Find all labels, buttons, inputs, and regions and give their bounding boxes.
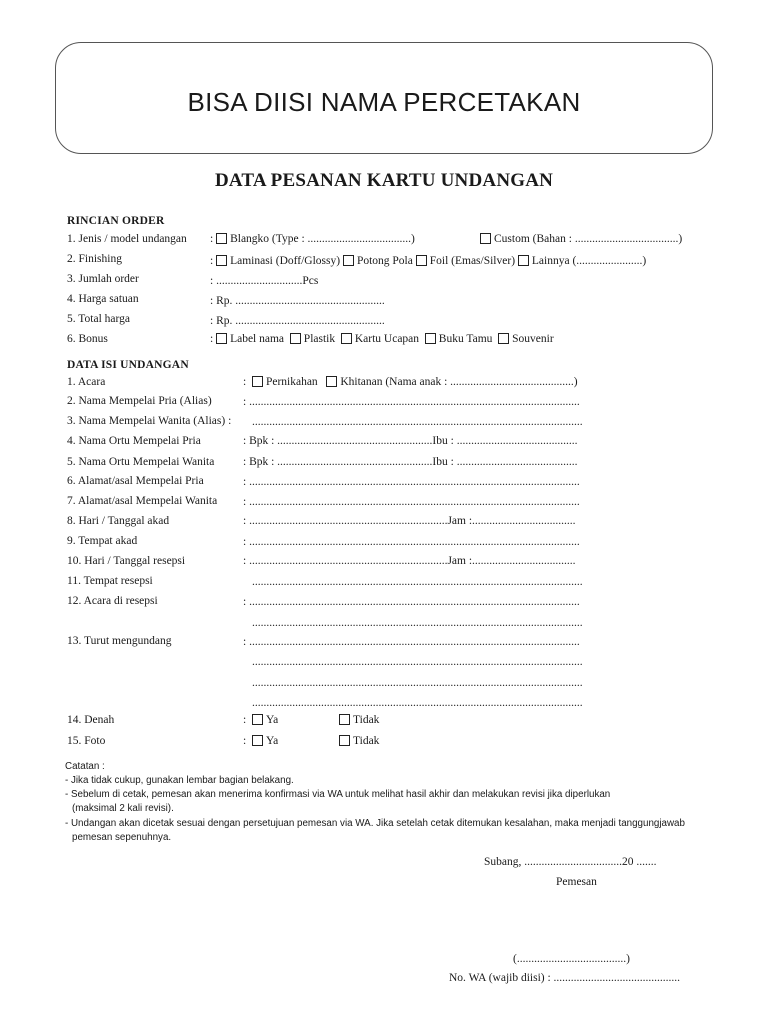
value-alamat-wanita[interactable]: : ................................................................................................................... (243, 496, 580, 508)
option-laminasi: Laminasi (Doff/Glossy) (230, 255, 341, 267)
header-box (55, 42, 713, 154)
row-acara (243, 376, 578, 388)
label-mempelai-wanita: 3. Nama Mempelai Wanita (Alias) : (67, 415, 232, 427)
checkbox-plastik[interactable] (290, 333, 301, 344)
value-harga-satuan[interactable]: : Rp. .................................................... (210, 295, 385, 307)
option-souvenir: Souvenir (512, 333, 554, 345)
value-alamat-pria[interactable]: : ................................................................................................................... (243, 476, 580, 488)
label-bonus: 6. Bonus (67, 333, 108, 345)
label-foto: 15. Foto (67, 735, 106, 747)
label-ortu-wanita: 5. Nama Ortu Mempelai Wanita (67, 456, 215, 468)
option-denah-tidak: Tidak (353, 714, 380, 726)
separator: : (210, 255, 214, 267)
row-jenis-custom (480, 233, 682, 245)
value-turut-line4[interactable]: ................................................................................................................... (252, 697, 583, 709)
label-acara-resepsi: 12. Acara di resepsi (67, 595, 158, 607)
checkbox-custom[interactable] (480, 233, 491, 244)
label-denah: 14. Denah (67, 714, 115, 726)
label-alamat-wanita: 7. Alamat/asal Mempelai Wanita (67, 495, 218, 507)
label-mempelai-pria: 2. Nama Mempelai Pria (Alias) (67, 395, 212, 407)
value-acara-resepsi[interactable]: : ................................................................................................................... (243, 596, 580, 608)
option-plastik: Plastik (303, 333, 336, 345)
option-kartu-ucapan: Kartu Ucapan (354, 333, 420, 345)
row-bonus (210, 333, 554, 345)
printer-name-placeholder: BISA DIISI NAMA PERCETAKAN (187, 87, 581, 117)
label-jumlah: 3. Jumlah order (67, 273, 139, 285)
row-denah-tidak (339, 714, 379, 726)
option-khitanan: Khitanan (Nama anak : ...........................................) (340, 376, 578, 388)
checkbox-foto-ya[interactable] (252, 735, 263, 746)
checkbox-laminasi[interactable] (216, 255, 227, 266)
label-turut-mengundang: 13. Turut mengundang (67, 635, 172, 647)
note-line-1: - Jika tidak cukup, gunakan lembar bagian belakang. (65, 775, 294, 786)
checkbox-souvenir[interactable] (498, 333, 509, 344)
checkbox-khitanan[interactable] (326, 376, 337, 387)
label-tempat-akad: 9. Tempat akad (67, 535, 138, 547)
option-label-nama: Label nama (230, 333, 285, 345)
value-acara-resepsi-line2[interactable]: ................................................................................................................... (252, 617, 583, 629)
label-tempat-resepsi: 11. Tempat resepsi (67, 575, 153, 587)
label-total-harga: 5. Total harga (67, 313, 130, 325)
value-mempelai-wanita[interactable]: ................................................................................................................... (252, 416, 583, 428)
option-foil: Foil (Emas/Silver) (429, 255, 516, 267)
label-acara: 1. Acara (67, 376, 106, 388)
section-title-order: RINCIAN ORDER (67, 215, 165, 227)
label-alamat-pria: 6. Alamat/asal Mempelai Pria (67, 475, 204, 487)
signature-name-line[interactable]: (......................................) (513, 953, 630, 965)
notes-title: Catatan : (65, 761, 105, 772)
option-custom: Custom (Bahan : ....................................) (494, 233, 683, 245)
section-title-isi: DATA ISI UNDANGAN (67, 359, 189, 371)
note-line-2: - Sebelum di cetak, pemesan akan menerima konfirmasi via WA untuk melihat hasil akhir dan melakukan revisi jika diperlukan (65, 789, 611, 800)
option-denah-ya: Ya (265, 714, 279, 726)
separator: : (243, 735, 247, 747)
checkbox-potong-pola[interactable] (343, 255, 354, 266)
document-title: DATA PESANAN KARTU UNDANGAN (214, 170, 554, 191)
option-foto-tidak: Tidak (353, 735, 380, 747)
note-line-5: pemesan sepenuhnya. (72, 832, 172, 843)
label-jenis: 1. Jenis / model undangan (67, 233, 187, 245)
row-finishing (210, 255, 646, 267)
checkbox-foil[interactable] (416, 255, 427, 266)
label-harga-satuan: 4. Harga satuan (67, 293, 139, 305)
label-finishing: 2. Finishing (67, 253, 122, 265)
value-mempelai-pria[interactable]: : ................................................................................................................... (243, 396, 580, 408)
option-buku-tamu: Buku Tamu (438, 333, 493, 345)
row-foto (243, 735, 278, 747)
value-tempat-resepsi[interactable]: ................................................................................................................... (252, 576, 583, 588)
checkbox-denah-ya[interactable] (252, 714, 263, 725)
separator: : (210, 233, 214, 245)
option-lainnya: Lainnya (.......................) (531, 255, 647, 267)
note-line-3: (maksimal 2 kali revisi). (72, 803, 174, 814)
note-line-4: - Undangan akan dicetak sesuai dengan persetujuan pemesan via WA. Jika setelah cetak ditemukan kesalahan, maka menjadi tanggungjawab (65, 818, 685, 829)
value-ortu-pria[interactable]: : Bpk : ......................................................Ibu : .......................................... (243, 435, 578, 447)
checkbox-label-nama[interactable] (216, 333, 227, 344)
checkbox-denah-tidak[interactable] (339, 714, 350, 725)
place-date[interactable]: Subang, ..................................20 ....... (484, 856, 657, 868)
checkbox-kartu-ucapan[interactable] (341, 333, 352, 344)
label-hari-resepsi: 10. Hari / Tanggal resepsi (67, 555, 186, 567)
option-pernikahan: Pernikahan (265, 376, 318, 388)
checkbox-buku-tamu[interactable] (425, 333, 436, 344)
value-hari-resepsi[interactable]: : .....................................................................Jam :.................................... (243, 555, 576, 567)
value-ortu-wanita[interactable]: : Bpk : ......................................................Ibu : .......................................... (243, 456, 578, 468)
separator: : (243, 376, 247, 388)
value-turut-line2[interactable]: ................................................................................................................... (252, 656, 583, 668)
separator: : (210, 333, 214, 345)
value-turut-line3[interactable]: ................................................................................................................... (252, 677, 583, 689)
checkbox-lainnya[interactable] (518, 255, 529, 266)
checkbox-pernikahan[interactable] (252, 376, 263, 387)
value-turut-mengundang[interactable]: : ................................................................................................................... (243, 636, 580, 648)
value-hari-akad[interactable]: : .....................................................................Jam :.................................... (243, 515, 576, 527)
checkbox-blangko[interactable] (216, 233, 227, 244)
row-jenis (210, 233, 415, 245)
separator: : (243, 714, 247, 726)
row-foto-tidak (339, 735, 379, 747)
option-foto-ya: Ya (265, 735, 279, 747)
value-total-harga[interactable]: : Rp. .................................................... (210, 315, 385, 327)
row-denah (243, 714, 278, 726)
option-potong-pola: Potong Pola (356, 255, 413, 267)
value-tempat-akad[interactable]: : ................................................................................................................... (243, 536, 580, 548)
whatsapp-number[interactable]: No. WA (wajib diisi) : ............................................ (449, 972, 681, 984)
checkbox-foto-tidak[interactable] (339, 735, 350, 746)
option-blangko: Blangko (Type : ....................................) (230, 233, 415, 245)
pemesan-label: Pemesan (556, 876, 597, 888)
label-ortu-pria: 4. Nama Ortu Mempelai Pria (67, 435, 201, 447)
value-jumlah[interactable]: : ..............................Pcs (210, 275, 319, 287)
label-hari-akad: 8. Hari / Tanggal akad (67, 515, 170, 527)
